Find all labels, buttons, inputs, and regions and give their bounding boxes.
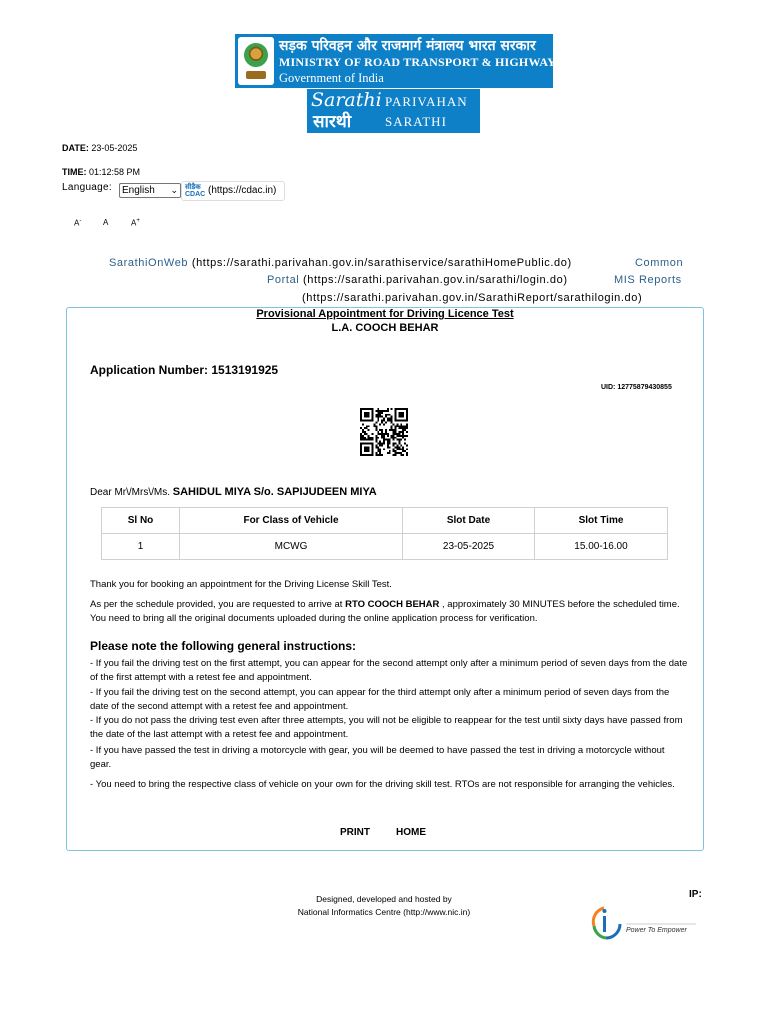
font-normal-button[interactable] (103, 218, 108, 227)
schedule-text (90, 598, 688, 626)
instruction-item: - If you fail the driving test on the second attempt, you can appear for the third attempt only after a minimum period of seven days from the date of the second attempt with a retest fee and appointment. (90, 687, 670, 713)
card-subtitle: L.A. COOCH BEHAR (331, 322, 439, 334)
font-normal-label: A (103, 218, 109, 227)
language-label: Language: (62, 182, 112, 193)
cdac-logo-en: CDAC (185, 191, 206, 198)
digital-india-tagline: Power To Empower (626, 927, 687, 934)
cell-slot-time: 15.00-16.00 (535, 534, 668, 560)
col-sl-no: Sl No (102, 508, 180, 534)
ministry-english-name: MINISTRY OF ROAD TRANSPORT & HIGHWAYS (279, 55, 563, 69)
appointment-card (66, 307, 704, 851)
table-row (102, 534, 668, 560)
font-increase-button[interactable] (131, 218, 140, 228)
salutation-prefix: Dear Mr\/Mrs\/Ms. (90, 487, 170, 498)
cdac-logo-hindi: सीडैक (185, 184, 201, 191)
nav-sarathi-on-web[interactable] (109, 257, 572, 269)
schedule-pre: As per the schedule provided, you are requested to arrive at (90, 599, 346, 610)
instruction-item: - If you fail the driving test on the first attempt, you can appear for the second attempt only after a minimum period of seven days from the date of the first attempt with a retest fee and appointment. (90, 658, 688, 684)
application-number (90, 363, 278, 377)
home-button[interactable]: HOME (396, 827, 426, 838)
time-line (62, 167, 140, 177)
sarathi-hindi-text: सारथी (313, 112, 352, 132)
uid-label: UID: 12775879430855 (601, 384, 672, 391)
date-label: DATE: (62, 143, 89, 153)
time-value: 01:12:58 PM (89, 167, 141, 177)
cell-vehicle-class: MCWG (180, 534, 403, 560)
language-selected-value: English (122, 185, 155, 196)
instruction-item: - If you do not pass the driving test even after three attempts, you will not be eligible to reappear for the test until sixty days have passed from the date of the last attempt with a retest fee and appointment. (90, 715, 683, 741)
nav-mis-reports[interactable] (614, 274, 682, 286)
print-button[interactable]: PRINT (340, 827, 370, 838)
col-slot-date: Slot Date (403, 508, 535, 534)
salutation (90, 486, 377, 498)
application-number-value: 1513191925 (211, 363, 279, 377)
national-emblem-icon (238, 37, 274, 85)
cdac-url[interactable]: (https://cdac.in) (208, 185, 277, 196)
application-number-label: Application Number: (90, 363, 209, 377)
ip-label: IP: (689, 889, 702, 900)
schedule-post: , approximately 30 MINUTES before the scheduled time. You need to bring all the original documents uploaded during the online application process for verification. (90, 599, 680, 625)
sarathi-logo (307, 89, 480, 133)
table-header-row (102, 508, 668, 534)
parivahan-label: PARIVAHAN (385, 94, 468, 109)
qr-code-icon (360, 408, 408, 456)
nav-mis-reports-label[interactable]: MIS Reports (614, 274, 682, 286)
nav-sarathi-on-web-label[interactable]: SarathiOnWeb (109, 257, 189, 269)
sarathi-label: SARATHI (385, 114, 447, 129)
schedule-rto: RTO COOCH BEHAR (345, 599, 440, 610)
cell-slot-date: 23-05-2025 (403, 534, 535, 560)
nav-common-portal[interactable] (635, 257, 683, 269)
language-select[interactable] (119, 183, 181, 198)
cdac-logo-icon (185, 184, 205, 198)
digital-india-logo-icon (590, 902, 700, 940)
nav-portal-url: (https://sarathi.parivahan.gov.in/sarathi/login.do) (303, 274, 568, 286)
time-label: TIME: (62, 167, 87, 177)
nav-mis-url: (https://sarathi.parivahan.gov.in/SarathiReport/sarathilogin.do) (302, 292, 643, 304)
font-decrease-button[interactable] (74, 218, 81, 228)
ministry-hindi-name: सड़क परिवहन और राजमार्ग मंत्रालय भारत सरकार (279, 38, 536, 54)
font-increase-label: A (131, 218, 137, 228)
nav-portal-line[interactable] (267, 274, 568, 286)
date-value: 23-05-2025 (91, 143, 138, 153)
footer-nic-link[interactable]: National Informatics Centre (http://www.nic.in) (297, 907, 471, 917)
nav-portal-label[interactable]: Portal (267, 274, 300, 286)
ministry-banner (235, 34, 563, 88)
instruction-item: - You need to bring the respective class of vehicle on your own for the driving skill test. RTOs are not responsible for arranging the vehicles. (90, 779, 675, 790)
col-vehicle-class: For Class of Vehicle (180, 508, 403, 534)
font-decrease-label: A (74, 218, 80, 228)
footer-designed-by: Designed, developed and hosted by (316, 894, 452, 904)
government-of-india-label: Government of India (279, 71, 384, 85)
col-slot-time: Slot Time (535, 508, 668, 534)
cell-sl-no: 1 (102, 534, 180, 560)
font-decrease-sup: - (79, 218, 82, 224)
sarathi-script-text: Sarathi (311, 89, 382, 111)
instruction-item: - If you have passed the test in driving a motorcycle with gear, you will be deemed to have passed the test in driving a motorcycle without gear. (90, 745, 665, 771)
chevron-down-icon: ⌄ (170, 185, 178, 195)
nav-common-label[interactable]: Common (635, 257, 684, 269)
applicant-name: SAHIDUL MIYA S/o. SAPIJUDEEN MIYA (172, 486, 377, 498)
nav-sarathi-on-web-url: (https://sarathi.parivahan.gov.in/sarathiservice/sarathiHomePublic.do) (191, 257, 572, 269)
card-title: Provisional Appointment for Driving Licence Test (256, 308, 514, 320)
slot-table (101, 507, 668, 560)
font-increase-sup: + (136, 218, 140, 224)
instructions-heading: Please note the following general instructions: (90, 639, 357, 653)
date-line (62, 143, 137, 153)
thanks-text: Thank you for booking an appointment for the Driving License Skill Test. (90, 579, 392, 590)
cdac-link[interactable] (181, 181, 285, 201)
